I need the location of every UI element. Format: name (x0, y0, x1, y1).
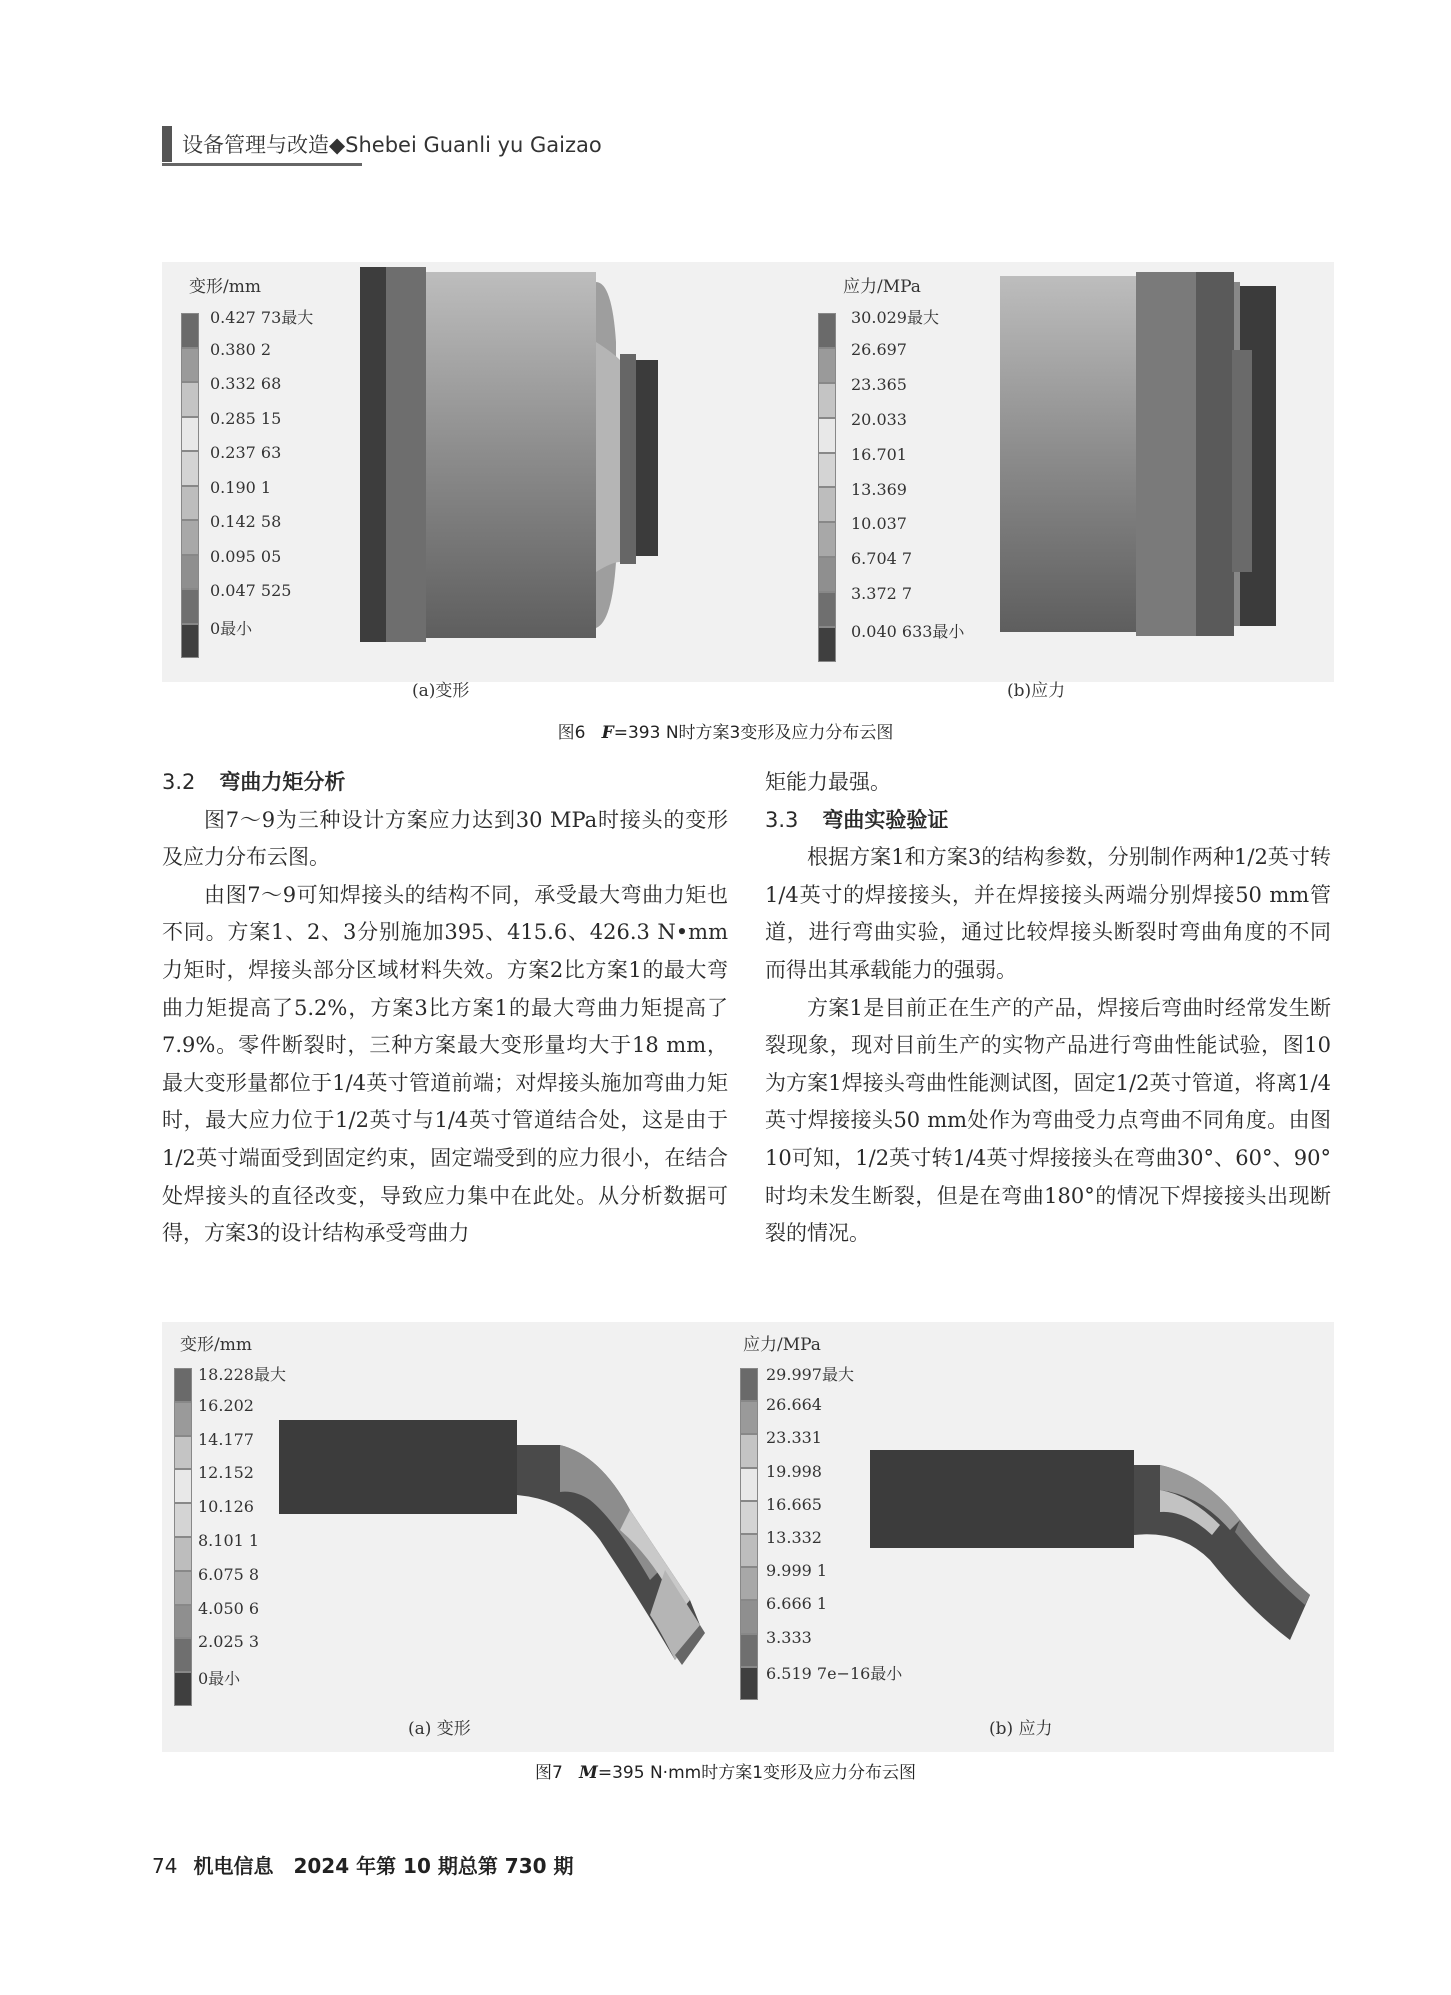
header-underline (162, 163, 362, 166)
fig7b-legend-title: 应力/MPa (743, 1335, 821, 1355)
legend-level-label: 6.519 7e−16最小 (766, 1663, 903, 1683)
legend-level-label: 23.331 (766, 1428, 822, 1448)
legend-color-segment (740, 1468, 758, 1501)
legend-color-segment (818, 383, 836, 418)
section-3-3-title: 弯曲实验验证 (822, 807, 949, 832)
legend-level-label: 19.998 (766, 1461, 822, 1481)
legend-level-label: 0.142 58 (210, 512, 282, 531)
figure-6-label: 图6 (557, 723, 586, 743)
legend-level-label: 16.202 (198, 1395, 254, 1415)
section-3-2-title: 弯曲力矩分析 (219, 770, 346, 794)
legend-level-label: 8.101 1 (198, 1531, 260, 1550)
legend-color-segment (181, 313, 199, 348)
legend-color-segment (740, 1434, 758, 1467)
figure-6-caption-text: =393 N时方案3变形及应力分布云图 (613, 723, 894, 743)
paragraph-continued: 矩能力最强。 (765, 770, 891, 794)
figure-7-variable: M (579, 1763, 598, 1783)
legend-level-label: 0.095 05 (210, 546, 282, 566)
figure-6-caption (0, 718, 1451, 743)
fig6a-deformation-model (350, 262, 670, 652)
figure-7-caption (0, 1758, 1451, 1783)
section-3-3-number: 3.3 (765, 807, 799, 832)
legend-level-label: 3.333 (766, 1627, 812, 1647)
legend-level-label: 0最小 (198, 1669, 241, 1689)
legend-level-label: 0.427 73最大 (210, 308, 314, 327)
legend-color-segment (818, 557, 836, 592)
legend-color-segment (174, 1503, 192, 1537)
fig6b-legend-colorbar (818, 313, 836, 662)
fig7a-legend-title: 变形/mm (180, 1335, 252, 1355)
legend-color-segment (818, 453, 836, 488)
legend-level-label: 18.228最大 (198, 1365, 286, 1384)
fig7b-stress-model (860, 1440, 1320, 1700)
legend-level-label: 6.666 1 (766, 1594, 828, 1614)
legend-color-segment (181, 382, 199, 417)
section-3-3-heading (765, 802, 1331, 840)
legend-level-label: 0.237 63 (210, 443, 282, 462)
legend-level-label: 23.365 (851, 374, 907, 394)
paragraph: 根据方案1和方案3的结构参数，分别制作两种1/2英寸转1/4英寸的焊接接头，并在焊接接头两端分别焊接50 mm管道，进行弯曲实验，通过比较焊接头断裂时弯曲角度的不同而得出其承载能力的强弱。 (765, 845, 1331, 982)
legend-color-segment (174, 1672, 192, 1706)
legend-color-segment (818, 487, 836, 522)
fig6b-subcaption: (b)应力 (1007, 681, 1066, 701)
legend-level-label: 2.025 3 (198, 1632, 260, 1652)
legend-level-label: 0.190 1 (210, 477, 272, 497)
legend-level-label: 0.332 68 (210, 374, 282, 393)
fig6a-legend-colorbar (181, 313, 199, 658)
fig6b-legend-title: 应力/MPa (843, 277, 921, 297)
legend-color-segment (181, 624, 199, 659)
legend-level-label: 6.075 8 (198, 1564, 260, 1584)
fig6a-legend-title: 变形/mm (189, 277, 261, 297)
legend-level-label: 14.177 (198, 1429, 254, 1449)
legend-level-label: 12.152 (198, 1463, 254, 1483)
running-header (162, 126, 602, 162)
legend-color-segment (818, 592, 836, 627)
legend-level-label: 3.372 7 (851, 584, 913, 604)
legend-color-segment (174, 1537, 192, 1571)
legend-color-segment (818, 418, 836, 453)
legend-level-label: 10.126 (198, 1497, 254, 1517)
legend-level-label: 10.037 (851, 514, 907, 534)
figure-7-label: 图7 (534, 1763, 563, 1783)
legend-color-segment (181, 520, 199, 555)
legend-color-segment (818, 627, 836, 662)
paragraph: 方案1是目前正在生产的产品，焊接后弯曲时经常发生断裂现象，现对目前生产的实物产品进行弯曲性能试验，图10为方案1焊接头弯曲性能测试图，固定1/2英寸管道，将离1/4英寸焊接接头50 mm处作为弯曲受力点弯曲不同角度。由图10可知，1/2英寸转1/4英寸焊接接头在弯曲30°、60°、90°时均未发生断裂，但是在弯曲180°的情况下焊接接头出现断裂的情况。 (765, 995, 1331, 1246)
section-3-2-number: 3.2 (162, 770, 196, 794)
legend-color-segment (181, 451, 199, 486)
legend-level-label: 16.701 (851, 444, 907, 464)
legend-color-segment (181, 589, 199, 624)
legend-level-label: 0.047 525 (210, 581, 292, 600)
fig7b-subcaption: (b) 应力 (989, 1719, 1053, 1739)
legend-level-label: 20.033 (851, 409, 907, 429)
legend-color-segment (174, 1638, 192, 1672)
legend-level-label: 30.029最大 (851, 308, 939, 327)
legend-color-segment (818, 522, 836, 557)
legend-color-segment (181, 486, 199, 521)
fig7b-legend-colorbar (740, 1368, 758, 1700)
legend-level-label: 0.285 15 (210, 408, 282, 428)
legend-color-segment (174, 1469, 192, 1503)
legend-level-label: 6.704 7 (851, 549, 913, 569)
legend-color-segment (174, 1605, 192, 1639)
legend-color-segment (181, 417, 199, 452)
legend-color-segment (174, 1368, 192, 1402)
paragraph: 由图7～9可知焊接头的结构不同，承受最大弯曲力矩也不同。方案1、2、3分别施加395、415.6、426.3 N•mm力矩时，焊接头部分区域材料失效。方案2比方案1的最大弯曲力矩提高了5.2%，方案3比方案1的最大弯曲力矩提高了7.9%。零件断裂时，三种方案最大变形量均大于18 mm，最大变形量都位于1/4英寸管道前端；对焊接头施加弯曲力矩时，最大应力位于1/2英寸与1/4英寸管道结合处，这是由于1/2英寸端面受到固定约束，固定端受到的应力很小，在结合处焊接头的直径改变，导致应力集中在此处。从分析数据可得，方案3的设计结构承受弯曲力 (162, 882, 728, 1246)
legend-color-segment (740, 1567, 758, 1600)
legend-level-label: 16.665 (766, 1494, 822, 1514)
figure-7-caption-text: =395 N·mm时方案1变形及应力分布云图 (597, 1763, 917, 1783)
page-number: 74 (152, 1854, 178, 1878)
fig7a-deformation-model (270, 1400, 720, 1690)
legend-level-label: 9.999 1 (766, 1561, 828, 1581)
legend-color-segment (181, 348, 199, 383)
legend-color-segment (818, 348, 836, 383)
left-column (162, 764, 728, 1253)
legend-color-segment (174, 1402, 192, 1436)
journal-issue: 机电信息 2024 年第 10 期总第 730 期 (193, 1854, 574, 1878)
legend-level-label: 0.380 2 (210, 339, 272, 359)
legend-color-segment (740, 1501, 758, 1534)
legend-level-label: 13.332 (766, 1528, 822, 1547)
header-bar (162, 126, 172, 162)
legend-color-segment (740, 1534, 758, 1567)
legend-level-label: 0.040 633最小 (851, 622, 965, 642)
header-text: 设备管理与改造◆Shebei Guanli yu Gaizao (182, 133, 602, 157)
legend-level-label: 26.664 (766, 1395, 822, 1415)
legend-color-segment (740, 1401, 758, 1434)
legend-color-segment (740, 1368, 758, 1401)
legend-color-segment (818, 313, 836, 348)
legend-color-segment (174, 1571, 192, 1605)
legend-color-segment (740, 1667, 758, 1700)
legend-level-label: 0最小 (210, 618, 253, 638)
fig7a-subcaption: (a) 变形 (408, 1719, 471, 1739)
section-3-2-heading (162, 764, 728, 802)
fig6a-subcaption: (a)变形 (412, 681, 470, 701)
fig6b-stress-model-front (1232, 350, 1302, 572)
legend-level-label: 29.997最大 (766, 1365, 854, 1384)
figure-6-variable: F (601, 723, 614, 743)
legend-color-segment (174, 1436, 192, 1470)
legend-color-segment (740, 1634, 758, 1667)
legend-level-label: 26.697 (851, 339, 907, 359)
fig7a-legend-colorbar (174, 1368, 192, 1706)
legend-color-segment (181, 555, 199, 590)
legend-level-label: 13.369 (851, 479, 907, 499)
right-column (765, 764, 1331, 1253)
legend-color-segment (740, 1600, 758, 1633)
legend-level-label: 4.050 6 (198, 1598, 260, 1618)
page-footer (152, 1850, 574, 1879)
paragraph: 图7～9为三种设计方案应力达到30 MPa时接头的变形及应力分布云图。 (162, 807, 728, 870)
